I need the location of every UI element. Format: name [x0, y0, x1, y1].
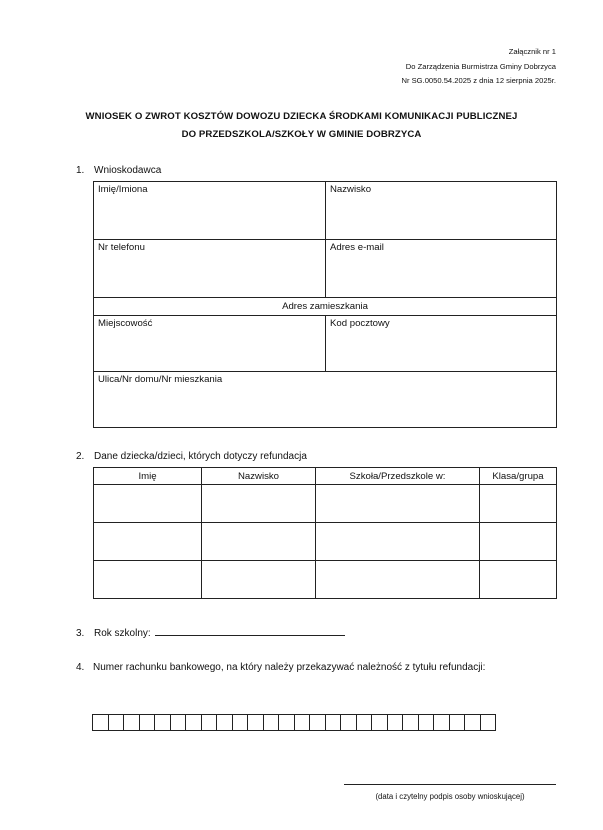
first-name-label: Imię/Imiona — [98, 184, 148, 195]
account-digit-box[interactable] — [356, 714, 373, 731]
account-digit-box[interactable] — [170, 714, 187, 731]
section-4-label: Numer rachunku bankowego, na który należy przekazywać należność z tytułu refundacji: — [93, 662, 486, 673]
column-header-class: Klasa/grupa — [480, 468, 557, 485]
bank-account-number-boxes — [92, 714, 495, 731]
child-last-name-cell[interactable] — [202, 485, 316, 523]
phone-field[interactable] — [94, 240, 326, 298]
section-3-heading — [76, 625, 345, 639]
account-digit-box[interactable] — [92, 714, 109, 731]
section-4-number: 4. — [76, 662, 85, 673]
child-last-name-cell[interactable] — [202, 561, 316, 599]
column-header-last-name: Nazwisko — [202, 468, 316, 485]
account-digit-box[interactable] — [278, 714, 295, 731]
children-table — [93, 467, 557, 599]
account-digit-box[interactable] — [480, 714, 497, 731]
school-year-input[interactable] — [155, 625, 345, 636]
applicant-table — [93, 181, 557, 428]
child-last-name-cell[interactable] — [202, 523, 316, 561]
ordinance-reference: Do Zarządzenia Burmistrza Gminy Dobrzyca — [405, 61, 556, 71]
child-class-cell[interactable] — [480, 523, 557, 561]
address-header-label: Adres zamieszkania — [282, 301, 368, 312]
account-digit-box[interactable] — [247, 714, 264, 731]
last-name-label: Nazwisko — [330, 184, 372, 195]
column-header-school: Szkoła/Przedszkole w: — [316, 468, 480, 485]
account-digit-box[interactable] — [387, 714, 404, 731]
account-digit-box[interactable] — [108, 714, 125, 731]
ordinance-number-date: Nr SG.0050.54.2025 z dnia 12 sierpnia 2025r. — [401, 76, 556, 85]
city-field[interactable] — [94, 316, 326, 372]
account-digit-box[interactable] — [464, 714, 481, 731]
table-row — [94, 561, 557, 599]
attachment-header — [401, 45, 556, 89]
account-digit-box[interactable] — [185, 714, 202, 731]
postal-code-label: Kod pocztowy — [330, 318, 390, 329]
child-first-name-cell[interactable] — [94, 561, 202, 599]
section-1-number: 1. — [76, 165, 85, 176]
account-digit-box[interactable] — [216, 714, 233, 731]
table-row — [94, 523, 557, 561]
account-digit-box[interactable] — [154, 714, 171, 731]
email-label: Adres e-mail — [330, 242, 384, 253]
section-1-heading — [76, 165, 161, 176]
section-2-label: Dane dziecka/dzieci, których dotyczy refundacja — [94, 451, 307, 462]
column-header-first-name: Imię — [94, 468, 202, 485]
form-title-line-1: WNIOSEK O ZWROT KOSZTÓW DOWOZU DZIECKA ŚRODKAMI KOMUNIKACJI PUBLICZNEJ — [85, 111, 518, 122]
account-digit-box[interactable] — [294, 714, 311, 731]
account-digit-box[interactable] — [402, 714, 419, 731]
account-digit-box[interactable] — [340, 714, 357, 731]
account-digit-box[interactable] — [371, 714, 388, 731]
account-digit-box[interactable] — [201, 714, 218, 731]
account-digit-box[interactable] — [433, 714, 450, 731]
child-school-cell[interactable] — [316, 523, 480, 561]
account-digit-box[interactable] — [139, 714, 156, 731]
signature-caption: (data i czytelny podpis osoby wnioskującej) — [375, 792, 525, 801]
account-digit-box[interactable] — [325, 714, 342, 731]
address-header-cell — [94, 298, 557, 316]
attachment-number: Załącznik nr 1 — [508, 47, 556, 56]
table-row — [94, 485, 557, 523]
section-3-label: Rok szkolny: — [94, 628, 151, 639]
postal-code-field[interactable] — [326, 316, 557, 372]
email-field[interactable] — [326, 240, 557, 298]
child-first-name-cell[interactable] — [94, 523, 202, 561]
street-field[interactable] — [94, 372, 557, 428]
child-school-cell[interactable] — [316, 561, 480, 599]
account-digit-box[interactable] — [232, 714, 249, 731]
signature-line[interactable] — [344, 784, 556, 785]
account-digit-box[interactable] — [309, 714, 326, 731]
section-2-heading — [76, 451, 307, 462]
section-4-heading — [76, 657, 557, 678]
account-digit-box[interactable] — [449, 714, 466, 731]
account-digit-box[interactable] — [123, 714, 140, 731]
child-class-cell[interactable] — [480, 561, 557, 599]
account-digit-box[interactable] — [263, 714, 280, 731]
child-school-cell[interactable] — [316, 485, 480, 523]
phone-label: Nr telefonu — [98, 242, 145, 253]
first-name-field[interactable] — [94, 182, 326, 240]
form-title-line-2: DO PRZEDSZKOLA/SZKOŁY W GMINIE DOBRZYCA — [181, 129, 422, 140]
city-label: Miejscowość — [98, 318, 153, 329]
street-label: Ulica/Nr domu/Nr mieszkania — [98, 374, 223, 385]
child-class-cell[interactable] — [480, 485, 557, 523]
section-3-number: 3. — [76, 628, 85, 639]
section-1-label: Wnioskodawca — [94, 165, 162, 176]
form-title — [0, 108, 603, 144]
account-digit-box[interactable] — [418, 714, 435, 731]
section-2-number: 2. — [76, 451, 85, 462]
child-first-name-cell[interactable] — [94, 485, 202, 523]
last-name-field[interactable] — [326, 182, 557, 240]
